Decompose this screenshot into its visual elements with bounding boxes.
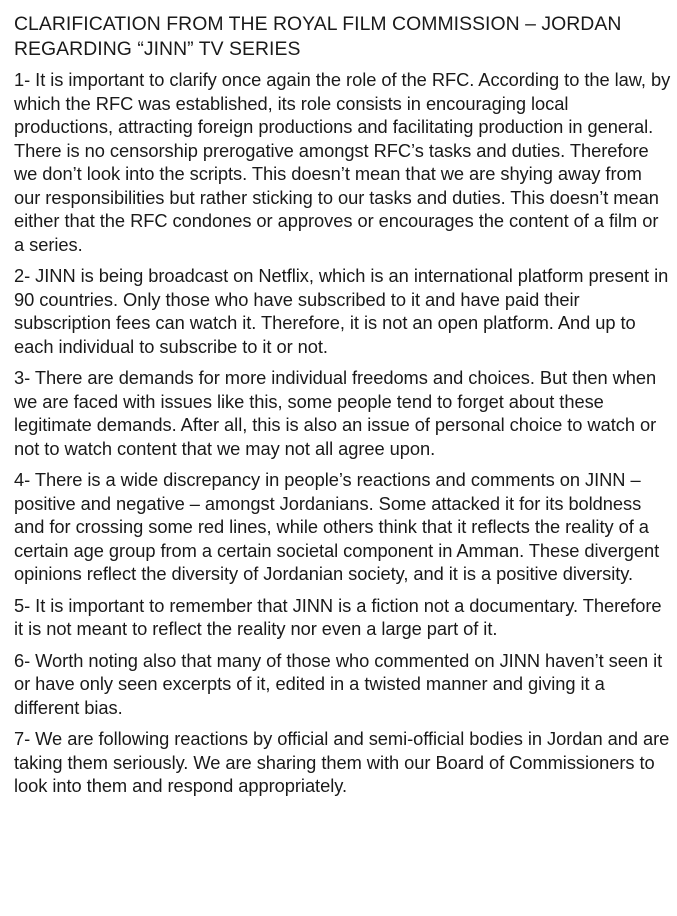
title-line-1: CLARIFICATION FROM THE ROYAL FILM COMMISSION – JORDAN [14,13,622,35]
paragraph-3: 3- There are demands for more individual freedoms and choices. But then when we are faced with issues like this, some people tend to forget about these legitimate demands. After all, this is also an issue of personal choice to watch or not to watch content that we may not all agree upon. [14,367,657,459]
paragraph-4: 4- There is a wide discrepancy in people’s reactions and comments on JINN – positive and negative – amongst Jordanians. Some attacked it for its boldness and for crossing some red lines, while others think that it reflects the reality of a certain age group from a certain societal component in Amman. These divergent opinions reflect the diversity of Jordanian society, and it is a positive diversity. [14,469,660,584]
paragraph-2: 2- JINN is being broadcast on Netflix, which is an international platform present in 90 countries. Only those who have subscribed to it and have paid their subscription fees can watch it. Therefore, it is not an open platform. And up to each individual to subscribe to it or not. [14,265,669,357]
statement-title [14,12,671,62]
paragraph-1: 1- It is important to clarify once again the role of the RFC. According to the law, by which the RFC was established, its role consists in encouraging local productions, attracting foreign productions and facilitating production in general. There is no censorship prerogative amongst RFC’s tasks and duties. Therefore we don’t look into the scripts. This doesn’t mean that we are shying away from our responsibilities but rather sticking to our tasks and duties. This doesn’t mean either that the RFC condones or approves or encourages the content of a film or a series. [14,69,671,255]
title-line-2: REGARDING “JINN” TV SERIES [14,38,301,60]
paragraph-6: 6- Worth noting also that many of those who commented on JINN haven’t seen it or have only seen excerpts of it, edited in a twisted manner and giving it a different bias. [14,649,663,718]
paragraph-5: 5- It is important to remember that JINN is a fiction not a documentary. Therefore it is not meant to reflect the reality nor even a large part of it. [14,594,662,639]
paragraph-7: 7- We are following reactions by official and semi-official bodies in Jordan and are taking them seriously. We are sharing them with our Board of Commissioners to look into them and respond appropriately. [14,728,670,796]
